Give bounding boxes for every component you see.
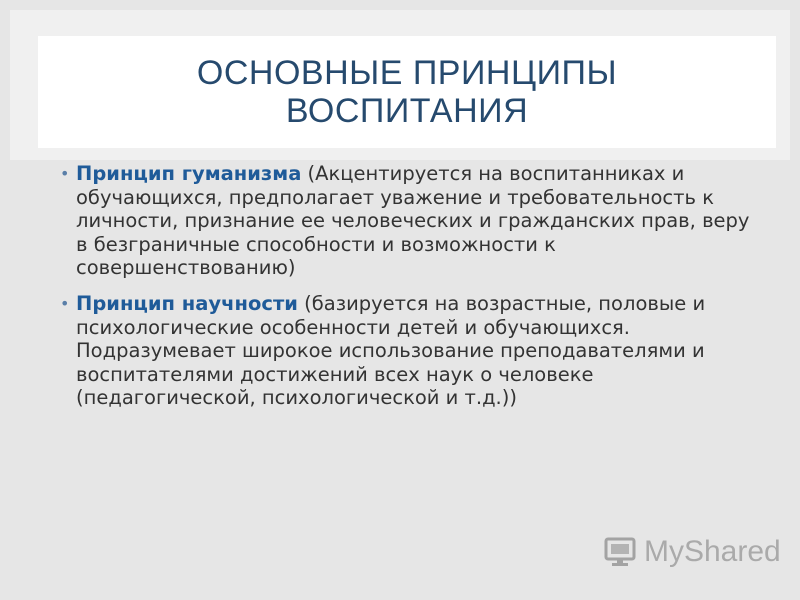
slide-content: [60, 162, 760, 422]
title-box: [38, 36, 776, 148]
slide-title-line-1: ОСНОВНЫЕ ПРИНЦИПЫ: [196, 54, 618, 92]
bullet-text: (Акцентируется на воспитанниках и обучающихся, предполагает уважение и требовательность к личности, признание ее человеческих и гражданских прав, веру в безграничные способности и возможности к совершенствованию): [76, 162, 750, 280]
slide-title-line-2: ВОСПИТАНИЯ: [285, 92, 529, 130]
bullet-icon: •: [60, 293, 70, 313]
bullet-heading: Принцип научности: [76, 291, 298, 315]
title-frame: [10, 10, 790, 160]
watermark-logo: [604, 532, 781, 572]
bullet-icon: •: [60, 164, 70, 183]
bullet-text: (базируется на возрастные, половые и психологические особенности детей и обучающихся. Подразумевает широкое использование преподавателями и воспитателями достижений всех наук о человеке (педагогической, психологической и т.д.)): [76, 291, 706, 410]
bullet-item-scientific: [60, 292, 760, 410]
bullet-heading: Принцип гуманизма: [76, 162, 302, 185]
bullet-item-humanism: [60, 162, 760, 280]
watermark-text: MyShared: [644, 535, 781, 568]
monitor-logo-icon: [604, 535, 638, 569]
